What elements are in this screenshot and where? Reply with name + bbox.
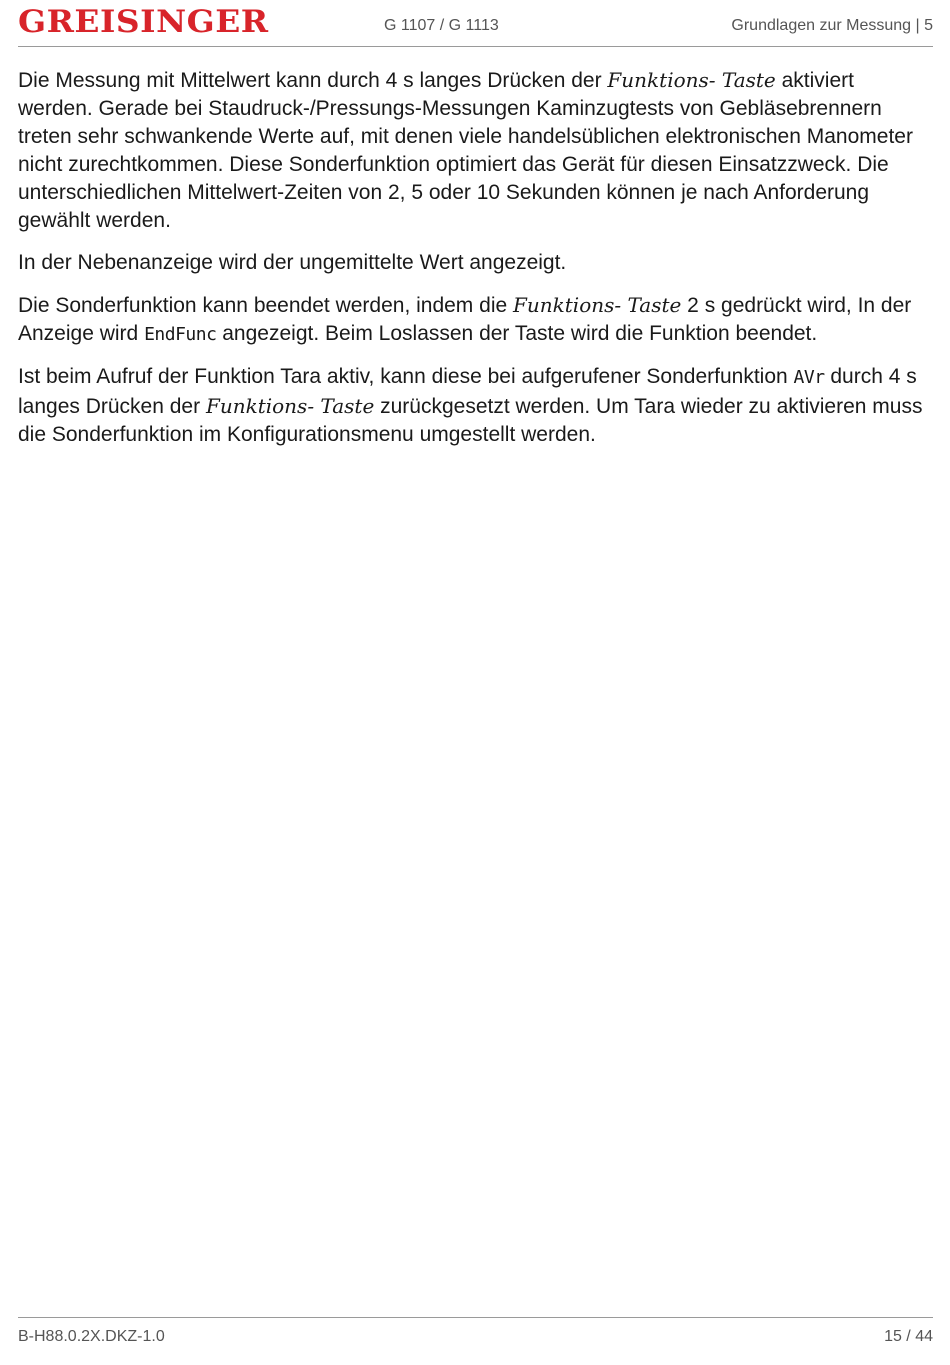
greisinger-logo: GREISINGER [18, 4, 269, 40]
display-code-avr: AVr [793, 367, 825, 388]
function-key-label: Funktions- Taste [513, 293, 682, 317]
display-code-endfunc: EndFunc [144, 324, 217, 345]
paragraph-end-function: Die Sonderfunktion kann beendet werden, indem die Funktions- Taste 2 s gedrückt wird, In der Anzeige wird EndFunc angezeigt. Beim Loslassen der Taste wird die Funktion beendet. [18, 293, 912, 345]
function-key-label: Funktions- Taste [607, 68, 776, 92]
paragraph-tara: Ist beim Aufruf der Funktion Tara aktiv, kann diese bei aufgerufener Sonderfunktion AVr durch 4 s langes Drücken der Funktions- Taste zurückgesetzt werden. Um Tara wieder zu aktivieren muss die Sonderfunktion im Konfigurationsmenu umgestellt werden. [18, 365, 923, 446]
device-model: G 1107 / G 1113 [384, 17, 499, 34]
document-body [18, 66, 930, 463]
section-title: Grundlagen zur Messung | 5 [731, 17, 933, 34]
document-code: B-H88.0.2X.DKZ-1.0 [18, 1328, 165, 1345]
page-number: 15 / 44 [884, 1328, 933, 1345]
paragraph-mean-value: Die Messung mit Mittelwert kann durch 4 s langes Drücken der Funktions- Taste aktiviert werden. Gerade bei Staudruck-/Pressungs-Messungen Kaminzugtests von Gebläsebrennern treten sehr schwankende Werte auf, mit denen viele handelsüblichen elektronischen Manometer nicht zurechtkommen. Diese Sonderfunktion optimiert das Gerät für diesen Einsatzzweck. Die unterschiedlichen Mittelwert-Zeiten von 2, 5 oder 10 Sekunden können je nach Anforderung gewählt werden. [18, 68, 913, 232]
page-header [18, 4, 933, 47]
paragraph-secondary-display: In der Nebenanzeige wird der ungemittelte Wert angezeigt. [18, 251, 567, 274]
page-footer [18, 1317, 933, 1358]
function-key-label: Funktions- Taste [205, 394, 375, 418]
